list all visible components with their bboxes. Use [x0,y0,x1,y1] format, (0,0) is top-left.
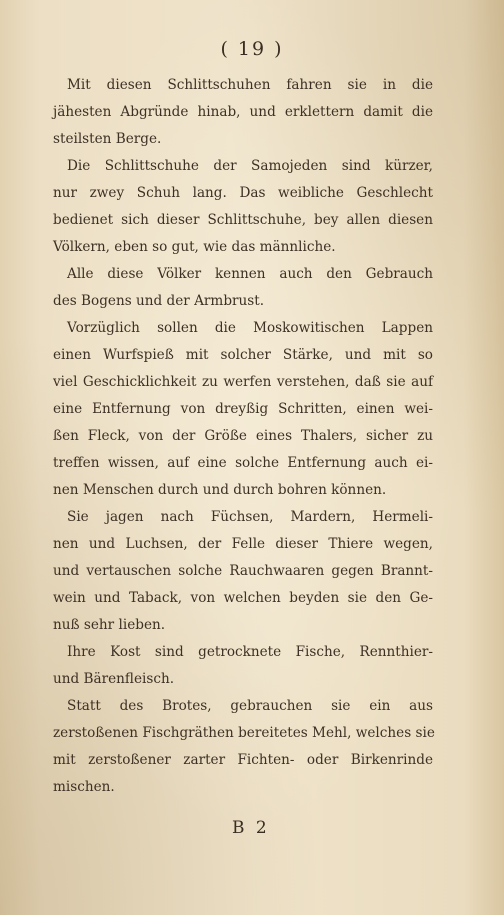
signature-mark: B 2 [232,818,270,838]
text-line: Vorzüglich sollen die Moskowitischen Lappen [67,320,433,336]
text-line: treffen wissen, auf eine solche Entfernung auch ei- [53,455,433,471]
text-line: nen Menschen durch und durch bohren können. [53,482,387,498]
text-line: mit zerstoßener zarter Fichten- oder Birkenrinde [53,752,433,768]
text-line: steilsten Berge. [53,131,162,147]
text-line: Ihre Kost sind getrocknete Fische, Rennthier- [67,644,433,660]
text-line: nuß sehr lieben. [53,617,166,633]
text-line: viel Geschicklichkeit zu werfen verstehen, daß sie auf [53,374,433,390]
text-line: jähesten Abgründe hinab, und erklettern damit die [53,104,433,120]
text-line: einen Wurfspieß mit solcher Stärke, und mit so [53,347,433,363]
text-line: Statt des Brotes, gebrauchen sie ein aus [67,698,433,714]
text-line: bedienet sich dieser Schlittschuhe, bey allen diesen [53,212,433,228]
text-line: und vertauschen solche Rauchwaaren gegen Brannt- [53,563,433,579]
page-number: ( 19 ) [220,38,284,60]
text-line: Die Schlittschuhe der Samojeden sind kürzer, [67,158,433,174]
text-line: ßen Fleck, von der Größe eines Thalers, sicher zu [53,428,433,444]
text-line: Sie jagen nach Füchsen, Mardern, Hermeli- [67,509,433,525]
text-line: eine Entfernung von dreyßig Schritten, einen wei- [53,401,433,417]
text-line: Mit diesen Schlittschuhen fahren sie in die [67,77,433,93]
text-line: nen und Luchsen, der Felle dieser Thiere wegen, [53,536,433,552]
text-line: und Bärenfleisch. [53,671,175,687]
text-line: wein und Taback, von welchen beyden sie den Ge- [53,590,433,606]
text-line: nur zwey Schuh lang. Das weibliche Geschlecht [53,185,433,201]
body-text [53,72,433,801]
text-line: des Bogens und der Armbrust. [53,293,265,309]
text-line: mischen. [53,779,115,795]
text-line: zerstoßenen Fischgräthen bereitetes Mehl, welches sie [53,725,435,741]
text-line: Völkern, eben so gut, wie das männliche. [53,239,336,255]
text-line: Alle diese Völker kennen auch den Gebrauch [67,266,433,282]
